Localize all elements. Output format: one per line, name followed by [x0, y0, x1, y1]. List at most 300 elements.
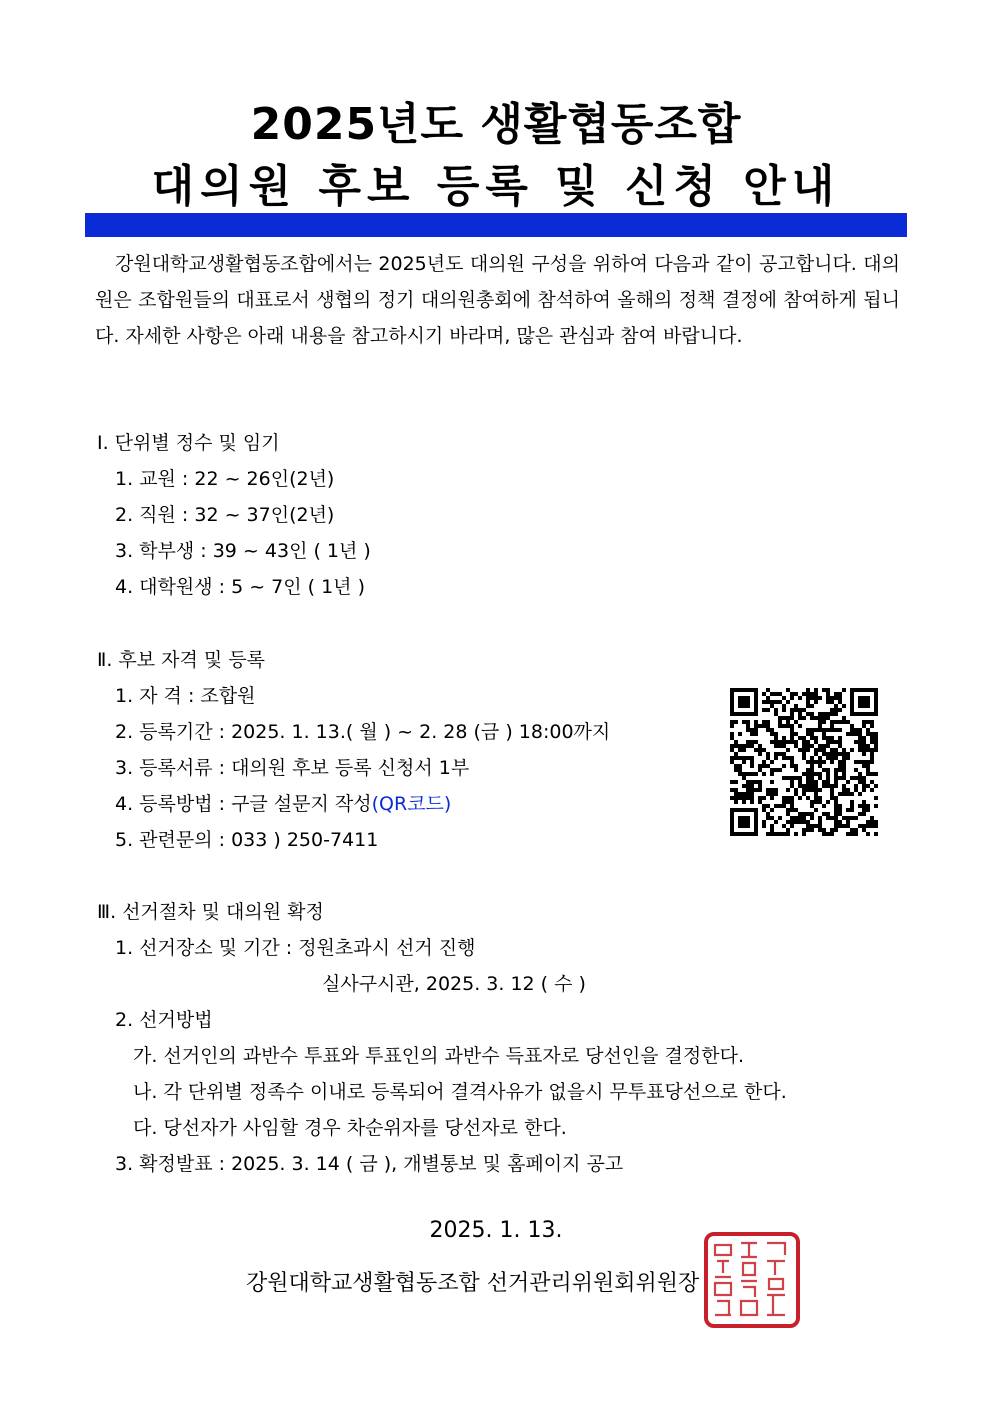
qr-module — [730, 828, 734, 832]
qr-module — [838, 692, 842, 696]
qr-module — [778, 804, 782, 808]
qr-module — [870, 760, 874, 764]
qr-module — [814, 696, 818, 700]
qr-module — [774, 708, 778, 712]
section-2-item: 1. 자 격 : 조합원 — [115, 685, 256, 707]
qr-module — [798, 816, 802, 820]
qr-module — [822, 736, 826, 740]
qr-module — [826, 812, 830, 816]
qr-module — [858, 728, 862, 732]
qr-module — [842, 688, 846, 692]
qr-module — [810, 776, 814, 780]
qr-module — [786, 700, 790, 704]
qr-module — [842, 776, 846, 780]
qr-module — [730, 688, 734, 692]
qr-module — [750, 788, 754, 792]
qr-module — [838, 700, 842, 704]
qr-module — [854, 740, 858, 744]
qr-module — [730, 756, 734, 760]
qr-module — [798, 776, 802, 780]
qr-module — [810, 824, 814, 828]
qr-module — [754, 704, 758, 708]
qr-module — [786, 820, 790, 824]
qr-module — [782, 756, 786, 760]
qr-module — [810, 804, 814, 808]
qr-module — [790, 716, 794, 720]
qr-module — [790, 736, 794, 740]
qr-module — [774, 692, 778, 696]
qr-module — [850, 696, 854, 700]
qr-module — [834, 708, 838, 712]
qr-module — [802, 788, 806, 792]
qr-module — [818, 828, 822, 832]
qr-module — [734, 756, 738, 760]
qr-module — [862, 780, 866, 784]
qr-module — [782, 740, 786, 744]
qr-module — [842, 788, 846, 792]
qr-module — [766, 696, 770, 700]
qr-module — [830, 756, 834, 760]
qr-module — [754, 720, 758, 724]
qr-module — [818, 796, 822, 800]
qr-module — [742, 748, 746, 752]
qr-module — [826, 756, 830, 760]
qr-module — [830, 720, 834, 724]
qr-module — [774, 820, 778, 824]
qr-module — [866, 696, 870, 700]
qr-module — [822, 832, 826, 836]
qr-module — [754, 772, 758, 776]
qr-module — [746, 780, 750, 784]
qr-module — [766, 728, 770, 732]
qr-module — [770, 692, 774, 696]
qr-module — [750, 808, 754, 812]
qr-module — [766, 756, 770, 760]
qr-module — [806, 776, 810, 780]
qr-module — [798, 820, 802, 824]
qr-module — [870, 688, 874, 692]
qr-module — [738, 744, 742, 748]
qr-module — [734, 796, 738, 800]
qr-module — [862, 808, 866, 812]
qr-module — [846, 824, 850, 828]
qr-module — [746, 720, 750, 724]
qr-module — [782, 796, 786, 800]
qr-module — [834, 820, 838, 824]
qr-module — [754, 748, 758, 752]
qr-module — [838, 752, 842, 756]
qr-module — [862, 748, 866, 752]
qr-module — [790, 724, 794, 728]
qr-module — [750, 792, 754, 796]
qr-module — [850, 816, 854, 820]
qr-module — [746, 832, 750, 836]
qr-module — [842, 752, 846, 756]
qr-module — [830, 724, 834, 728]
qr-module — [862, 740, 866, 744]
qr-module — [754, 808, 758, 812]
qr-module — [814, 792, 818, 796]
qr-module — [854, 788, 858, 792]
qr-module — [786, 828, 790, 832]
qr-module — [754, 692, 758, 696]
qr-module — [842, 720, 846, 724]
qr-module — [826, 784, 830, 788]
qr-module — [862, 696, 866, 700]
title-underline-bar — [85, 213, 907, 237]
qr-module — [770, 768, 774, 772]
qr-code-image[interactable] — [730, 688, 878, 836]
qr-module — [814, 736, 818, 740]
qr-module — [830, 816, 834, 820]
qr-module — [818, 744, 822, 748]
qr-module — [862, 764, 866, 768]
qr-module — [750, 732, 754, 736]
qr-module — [838, 764, 842, 768]
qr-module — [730, 704, 734, 708]
qr-module — [754, 816, 758, 820]
qr-module — [790, 712, 794, 716]
qr-module — [742, 688, 746, 692]
qr-module — [746, 820, 750, 824]
qr-module — [766, 816, 770, 820]
qr-module — [866, 824, 870, 828]
qr-module — [750, 764, 754, 768]
qr-module — [834, 824, 838, 828]
qr-module — [786, 688, 790, 692]
qr-module — [794, 776, 798, 780]
qr-module — [790, 804, 794, 808]
qr-module — [858, 688, 862, 692]
qr-module — [862, 804, 866, 808]
qr-module — [826, 712, 830, 716]
qr-module — [854, 816, 858, 820]
qr-module — [814, 800, 818, 804]
qr-module — [794, 768, 798, 772]
qr-module — [790, 764, 794, 768]
qr-module — [790, 692, 794, 696]
qr-module — [834, 720, 838, 724]
qr-module — [742, 696, 746, 700]
qr-module — [742, 704, 746, 708]
qr-module — [774, 752, 778, 756]
qr-module — [846, 720, 850, 724]
qr-module — [810, 768, 814, 772]
qr-module — [786, 756, 790, 760]
qr-module — [838, 804, 842, 808]
qr-module — [850, 728, 854, 732]
qr-module — [858, 696, 862, 700]
qr-module — [818, 776, 822, 780]
qr-module — [754, 740, 758, 744]
qr-module — [730, 824, 734, 828]
qr-module — [834, 796, 838, 800]
qr-module — [826, 688, 830, 692]
qr-module — [774, 788, 778, 792]
qr-module — [802, 740, 806, 744]
qr-module — [834, 712, 838, 716]
qr-module — [778, 716, 782, 720]
qr-module — [790, 780, 794, 784]
qr-module — [822, 720, 826, 724]
qr-module — [850, 792, 854, 796]
qr-module — [758, 780, 762, 784]
qr-module — [810, 696, 814, 700]
qr-module — [870, 712, 874, 716]
qr-module — [738, 756, 742, 760]
qr-module — [770, 700, 774, 704]
qr-module — [758, 768, 762, 772]
qr-module — [750, 760, 754, 764]
qr-module — [746, 796, 750, 800]
qr-module — [874, 748, 878, 752]
qr-module — [854, 712, 858, 716]
qr-module — [818, 772, 822, 776]
qr-module — [842, 748, 846, 752]
qr-module — [746, 744, 750, 748]
qr-module — [802, 744, 806, 748]
qr-module — [874, 744, 878, 748]
qr-module — [842, 704, 846, 708]
qr-module — [754, 824, 758, 828]
qr-module — [810, 716, 814, 720]
qr-module — [750, 832, 754, 836]
qr-module — [730, 820, 734, 824]
qr-module — [778, 816, 782, 820]
qr-module — [730, 796, 734, 800]
qr-module — [846, 832, 850, 836]
qr-module — [830, 700, 834, 704]
qr-module — [866, 748, 870, 752]
qr-module — [818, 696, 822, 700]
qr-module — [766, 812, 770, 816]
qr-module — [830, 828, 834, 832]
section-3-item: 2. 선거방법 — [115, 1009, 213, 1031]
qr-module — [838, 820, 842, 824]
qr-module — [734, 712, 738, 716]
qr-module — [862, 720, 866, 724]
qr-module — [866, 764, 870, 768]
qr-module — [798, 784, 802, 788]
section-1-heading: Ⅰ. 단위별 정수 및 임기 — [97, 432, 280, 454]
qr-module — [742, 712, 746, 716]
qr-module — [862, 688, 866, 692]
qr-module — [858, 776, 862, 780]
qr-module — [802, 752, 806, 756]
qr-module — [734, 780, 738, 784]
qr-module — [762, 824, 766, 828]
qr-module — [834, 804, 838, 808]
qr-module — [770, 816, 774, 820]
qr-module — [814, 748, 818, 752]
qr-module — [826, 740, 830, 744]
qr-module — [818, 756, 822, 760]
qr-module — [822, 780, 826, 784]
qr-module — [750, 688, 754, 692]
qr-module — [806, 828, 810, 832]
qr-module — [758, 800, 762, 804]
qr-module — [754, 780, 758, 784]
qr-module — [874, 804, 878, 808]
qr-module — [782, 744, 786, 748]
qr-module — [750, 784, 754, 788]
qr-module — [802, 816, 806, 820]
qr-module — [766, 700, 770, 704]
qr-module — [818, 824, 822, 828]
qr-module — [802, 832, 806, 836]
qr-module — [826, 768, 830, 772]
qr-module — [738, 712, 742, 716]
qr-module — [790, 708, 794, 712]
qr-code-link[interactable]: (QR코드) — [371, 793, 452, 815]
qr-module — [822, 768, 826, 772]
qr-module — [778, 768, 782, 772]
qr-module — [746, 808, 750, 812]
qr-module — [810, 756, 814, 760]
qr-module — [822, 784, 826, 788]
qr-module — [874, 732, 878, 736]
qr-module — [810, 760, 814, 764]
qr-module — [850, 832, 854, 836]
qr-module — [842, 784, 846, 788]
qr-module — [862, 824, 866, 828]
qr-module — [802, 792, 806, 796]
qr-module — [782, 736, 786, 740]
qr-module — [738, 688, 742, 692]
qr-module — [766, 724, 770, 728]
qr-module — [838, 808, 842, 812]
qr-module — [730, 736, 734, 740]
qr-module — [850, 732, 854, 736]
qr-module — [818, 728, 822, 732]
qr-module — [750, 800, 754, 804]
qr-module — [802, 708, 806, 712]
qr-module — [746, 688, 750, 692]
qr-module — [762, 724, 766, 728]
qr-module — [858, 812, 862, 816]
qr-module — [866, 704, 870, 708]
qr-module — [854, 832, 858, 836]
qr-module — [766, 832, 770, 836]
qr-module — [810, 800, 814, 804]
qr-module — [810, 692, 814, 696]
qr-module — [786, 808, 790, 812]
qr-module — [790, 824, 794, 828]
qr-module — [874, 832, 878, 836]
qr-module — [778, 740, 782, 744]
qr-module — [754, 820, 758, 824]
qr-module — [838, 812, 842, 816]
qr-module — [802, 772, 806, 776]
qr-module — [730, 744, 734, 748]
qr-module — [738, 768, 742, 772]
qr-module — [830, 760, 834, 764]
qr-module — [742, 796, 746, 800]
qr-module — [790, 796, 794, 800]
qr-module — [834, 800, 838, 804]
qr-module — [778, 700, 782, 704]
qr-module — [746, 696, 750, 700]
qr-module — [794, 740, 798, 744]
qr-module — [794, 708, 798, 712]
qr-module — [734, 752, 738, 756]
qr-module — [774, 768, 778, 772]
qr-module — [798, 748, 802, 752]
qr-module — [746, 724, 750, 728]
qr-module — [782, 764, 786, 768]
official-seal-stamp — [703, 1231, 801, 1329]
qr-module — [790, 820, 794, 824]
qr-module — [782, 696, 786, 700]
qr-module — [794, 788, 798, 792]
qr-module — [742, 772, 746, 776]
qr-module — [866, 768, 870, 772]
qr-module — [750, 744, 754, 748]
qr-module — [834, 740, 838, 744]
qr-module — [830, 736, 834, 740]
qr-module — [862, 828, 866, 832]
qr-module — [866, 712, 870, 716]
qr-module — [758, 748, 762, 752]
qr-module — [866, 732, 870, 736]
qr-module — [734, 688, 738, 692]
qr-module — [814, 752, 818, 756]
qr-module — [794, 820, 798, 824]
qr-module — [806, 772, 810, 776]
qr-module — [810, 784, 814, 788]
qr-module — [754, 708, 758, 712]
qr-module — [766, 788, 770, 792]
qr-module — [834, 812, 838, 816]
section-3-item: 1. 선거장소 및 기간 : 정원초과시 선거 진행 — [115, 937, 476, 959]
qr-module — [854, 784, 858, 788]
qr-module — [730, 720, 734, 724]
qr-module — [834, 692, 838, 696]
qr-module — [834, 808, 838, 812]
qr-module — [782, 800, 786, 804]
qr-module — [870, 732, 874, 736]
qr-module — [730, 780, 734, 784]
qr-module — [850, 688, 854, 692]
qr-module — [814, 692, 818, 696]
qr-module — [754, 812, 758, 816]
qr-module — [810, 772, 814, 776]
qr-module — [810, 788, 814, 792]
qr-module — [834, 704, 838, 708]
qr-module — [762, 772, 766, 776]
qr-module — [862, 812, 866, 816]
qr-module — [842, 768, 846, 772]
qr-module — [770, 760, 774, 764]
qr-module — [846, 816, 850, 820]
qr-module — [838, 720, 842, 724]
qr-module — [798, 696, 802, 700]
qr-module — [862, 800, 866, 804]
qr-module — [870, 740, 874, 744]
qr-module — [774, 700, 778, 704]
qr-module — [866, 808, 870, 812]
issuing-organization: 강원대학교생활협동조합 선거관리위원회위원장 — [246, 1271, 700, 1296]
qr-module — [770, 796, 774, 800]
qr-module — [738, 824, 742, 828]
qr-module — [754, 732, 758, 736]
qr-module — [782, 724, 786, 728]
qr-module — [738, 700, 742, 704]
qr-module — [738, 820, 742, 824]
qr-module — [810, 728, 814, 732]
qr-module — [786, 724, 790, 728]
qr-module — [854, 760, 858, 764]
